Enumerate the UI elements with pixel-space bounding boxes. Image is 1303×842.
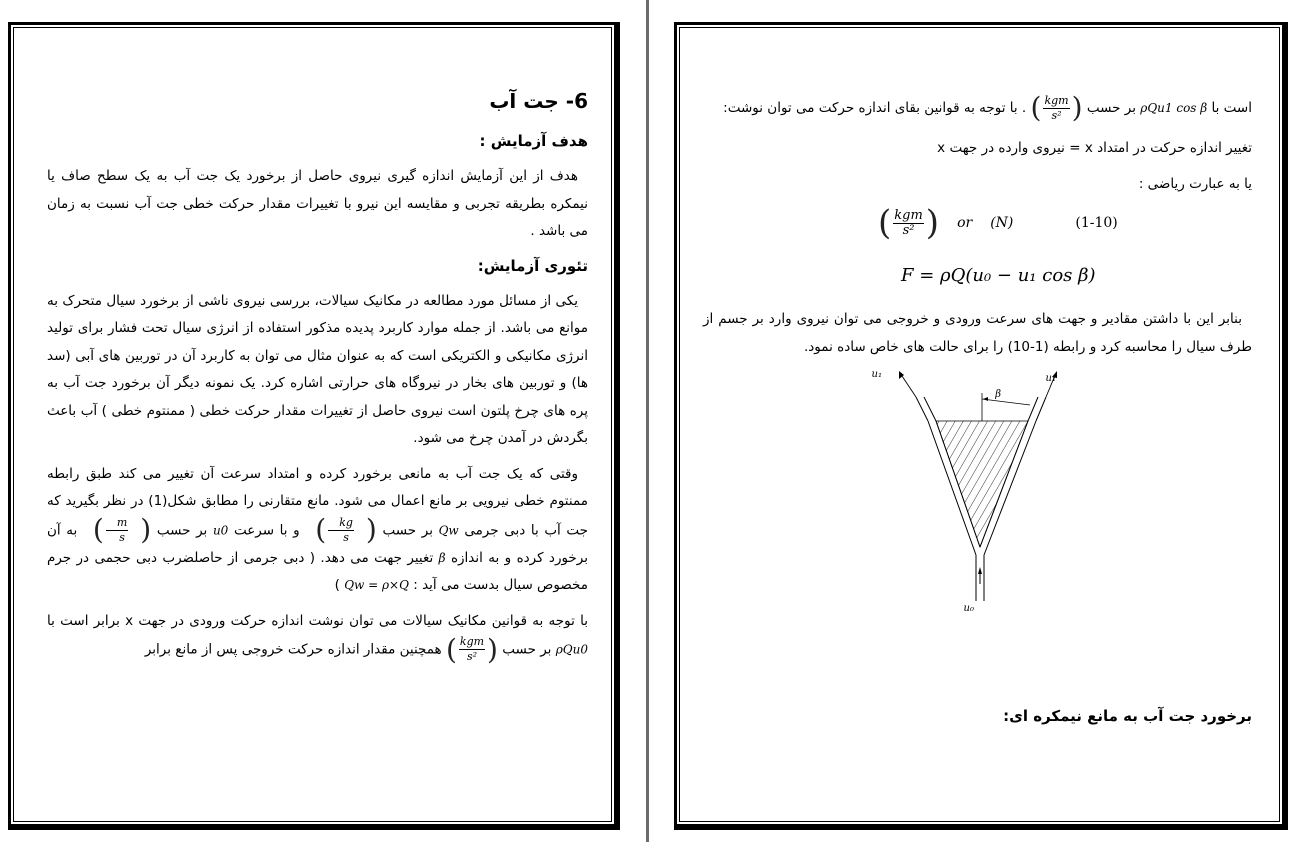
u0-symbol: u0 bbox=[212, 523, 229, 537]
equation-number: (1-10) bbox=[1075, 215, 1118, 231]
objective-paragraph: هدف از این آزمایش اندازه گیری نیروی حاصل از برخورد یک جت آب به یک سطح صاف یا نیمکره بطریقه تجربی و مقایسه این نیرو با تغییرات مقدار حرکت خطی جت آب نسبت به زمان می باشد . bbox=[47, 168, 588, 239]
beta-symbol: β bbox=[438, 550, 446, 565]
theory-paragraph-2: وقتی که یک جت آب به مانعی برخورد کرده و امتداد سرعت آن تغییر می کند طبق رابطه ممنتوم خطی نیرویی بر مانع اعمال می شود. مانع متقارنی را مطابق شکل(1) در نظر بگیرید که جت آب با دبی جرمی Qw بر حسب ( $\frac{kg}{s}$ ) و با سرعت u0 بر حسب ( $\frac{m}{s}$ ) به آن برخورد کرده و به اندازه β تغییر جهت می دهد. ( دبی جرمی از حاصلضرب دبی حجمی در جرم مخصوص سیال بدست می آید : Qw = ρ×Q ) bbox=[47, 465, 589, 593]
u1-left-arrow bbox=[900, 373, 916, 397]
u0-label: u₀ bbox=[963, 603, 974, 614]
page-right bbox=[674, 22, 1288, 830]
right-page-content bbox=[703, 89, 1252, 614]
rho-q-u0: ρQu0 bbox=[555, 642, 588, 657]
page-left bbox=[8, 22, 620, 830]
left-page-content bbox=[47, 87, 588, 672]
section-title: 6- جت آب bbox=[489, 89, 588, 113]
qw-symbol: Qw bbox=[438, 523, 459, 537]
force-equation: F = ρQ(u₀ − u₁ cos β) bbox=[901, 265, 1096, 286]
math-intro: یا به عبارت ریاضی : bbox=[1138, 175, 1252, 192]
equation-units-row bbox=[703, 203, 1252, 256]
unit-kg-per-s: ( $\frac{kg}{s}$ ) bbox=[315, 513, 377, 546]
eq-newton: (N) bbox=[990, 215, 1014, 231]
qw-formula: Qw = ρ×Q bbox=[344, 578, 409, 592]
u1-right-label: u₁ bbox=[1045, 373, 1056, 384]
theory-paragraph-3: با توجه به قوانین مکانیک سیالات می توان نوشت اندازه حرکت ورودی در جهت x برابر است با ρQu0 بر حسب ( $\frac{\text{kgm}}{\text{s²}}$ ) همچنین مقدار اندازه حرکت خروجی پس از مانع برابر bbox=[47, 612, 588, 666]
conclusion-paragraph: بنابر این با داشتن مقادیر و جهت های سرعت ورودی و خروجی می توان نیروی وارد بر جسم از طرف سیال را محاسبه کرد و رابطه (1-10) را برای حالت های خاص ساده نمود. bbox=[703, 311, 1252, 355]
beta-label: β bbox=[994, 389, 1001, 400]
jet-diagram bbox=[871, 369, 1068, 614]
theory-paragraph-1: یکی از مسائل مورد مطالعه در مکانیک سیالات، بررسی نیروی ناشی از برخورد سیال متحرک به موانع می باشد. از جمله موارد کاربرد پدیده مذکور استفاده از انرژی سیال تحت فشار برای تولید انرژی مکانیکی و الکتریکی است که به عنوان مثال می توان به کاربرد آن در توربین های آبی (سد ها) و توربین های بخار در نیروگاه های حرارتی اشاره کرد. یک نمونه دیگر آن برخورد جت آب به پره های چرخ پلتون است نیروی حاصل از تغییرات مقدار حرکت خطی ( ممنتوم خطی ) آب باعث بگردش در آمدن چرخ می شود. bbox=[47, 292, 588, 446]
momentum-statement: تغییر اندازه حرکت در امتداد x = نیروی وارده در جهت x bbox=[937, 140, 1252, 156]
unit-kgm-per-s2: ( $\frac{\text{kgm}}{\text{s²}}$ ) bbox=[445, 632, 498, 666]
objective-heading: هدف آزمایش : bbox=[479, 132, 588, 150]
deflector-body bbox=[936, 421, 1028, 547]
unit-m-per-s: ( $\frac{m}{s}$ ) bbox=[92, 513, 152, 546]
page-divider bbox=[646, 0, 649, 842]
jet-deflector-figure bbox=[871, 369, 1068, 614]
eq-unit-fraction: ( $\frac{\text{kgm}}{\text{s²}}$ ) bbox=[878, 203, 940, 243]
eq-or: or bbox=[957, 215, 973, 231]
rho-q-u1-cos-beta: ρQu1 cos β bbox=[1140, 101, 1208, 115]
theory-heading: تئوری آزمایش: bbox=[477, 256, 588, 275]
unit-kgm-per-s2: ( $\frac{\text{kgm}}{\text{s²}}$ ) bbox=[1030, 91, 1083, 124]
momentum-out-paragraph: است با ρQu1 cos β بر حسب ( $\frac{\text{kgm}}{\text{s²}}$ ) . با توجه به قوانین بقای اندازه حرکت می توان نوشت: bbox=[723, 91, 1252, 124]
hemisphere-heading: برخورد جت آب به مانع نیمکره ای: bbox=[1003, 707, 1252, 725]
u1-left-label: u₁ bbox=[871, 369, 882, 380]
